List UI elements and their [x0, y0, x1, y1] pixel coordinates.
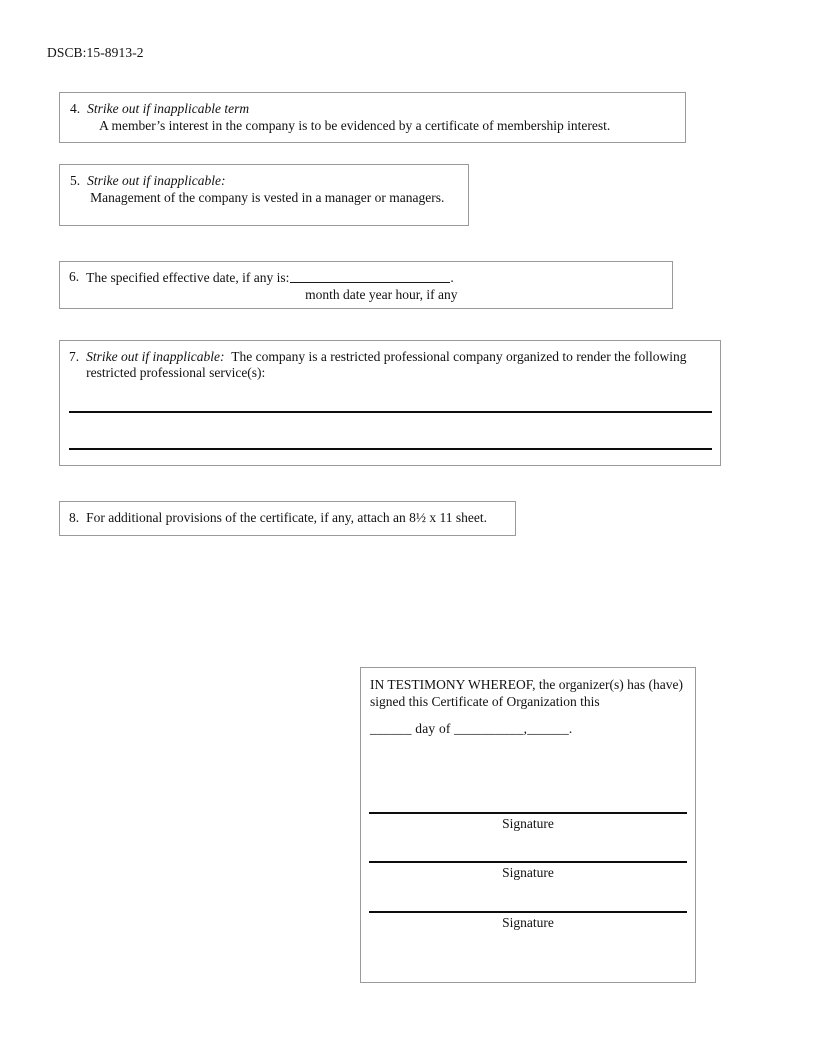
- form-item-5: [59, 164, 469, 226]
- item-5-strike-label: Strike out if inapplicable:: [87, 173, 226, 188]
- item-6-body: [86, 269, 662, 303]
- restricted-service-line-1[interactable]: [69, 411, 712, 413]
- item-7-body: [86, 349, 710, 381]
- item-6-text: The specified effective date, if any is:: [86, 270, 290, 285]
- signature-label-1: Signature: [502, 816, 554, 831]
- form-item-8: [59, 501, 516, 536]
- item-7-strike-label: Strike out if inapplicable:: [86, 349, 225, 364]
- item-4-strike-label: Strike out if inapplicable term: [87, 101, 250, 116]
- testimony-block: [360, 667, 696, 983]
- item-7-number: 7.: [69, 349, 80, 364]
- signature-line-3[interactable]: [369, 911, 687, 913]
- signature-label-3: Signature: [502, 915, 554, 930]
- item-5-number: 5.: [70, 173, 81, 188]
- item-5-text: Management of the company is vested in a manager or managers.: [90, 190, 445, 205]
- restricted-service-line-2[interactable]: [69, 448, 712, 450]
- testimony-statement: IN TESTIMONY WHEREOF, the organizer(s) has (have) signed this Certificate of Organization this: [370, 677, 683, 709]
- item-8-number: 8.: [69, 510, 80, 525]
- form-code-label: DSCB:15-8913-2: [47, 45, 144, 60]
- testimony-date-line[interactable]: ______ day of __________,______.: [370, 721, 573, 736]
- item-6-number: 6.: [69, 269, 80, 284]
- form-item-7: [59, 340, 721, 466]
- effective-date-legend: month date year hour, if any: [305, 287, 458, 302]
- form-item-4: [59, 92, 686, 143]
- signature-label-2: Signature: [502, 865, 554, 880]
- item-4-text: A member’s interest in the company is to be evidenced by a certificate of membership interest.: [99, 118, 611, 133]
- item-5-body: [87, 173, 458, 206]
- signature-line-2[interactable]: [369, 861, 687, 863]
- effective-date-input[interactable]: [290, 269, 450, 283]
- item-7-text: The company is a restricted professional company organized to render the following restricted professional service(s):: [86, 349, 687, 380]
- item-4-number: 4.: [70, 101, 81, 116]
- item-8-text: For additional provisions of the certificate, if any, attach an 8½ x 11 sheet.: [86, 510, 488, 525]
- form-item-6: [59, 261, 673, 309]
- item-4-body: [87, 101, 675, 134]
- item-6-trailing: .: [450, 270, 454, 285]
- signature-line-1[interactable]: [369, 812, 687, 814]
